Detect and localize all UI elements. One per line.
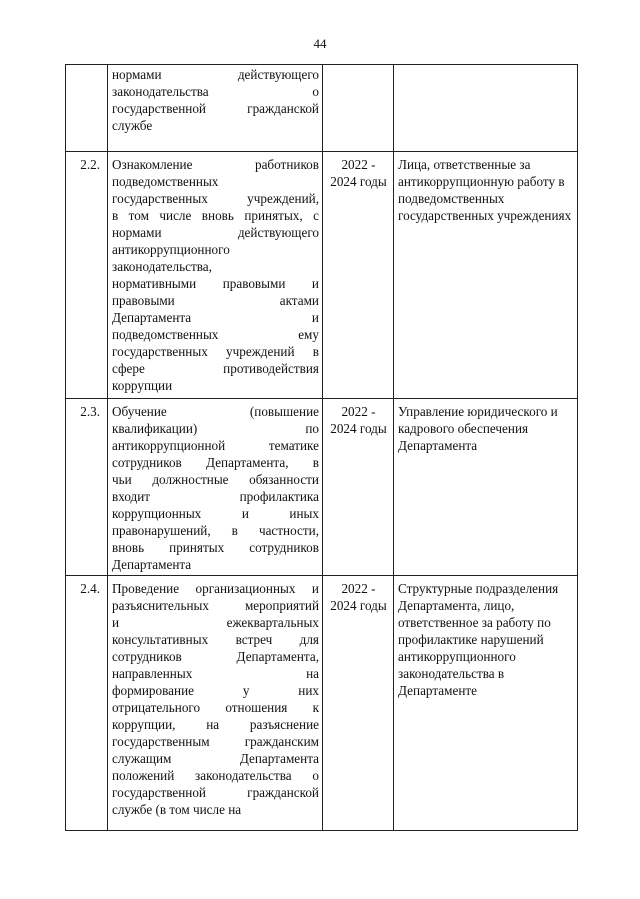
deadline (323, 576, 394, 831)
deadline-line: 2022 - (341, 581, 376, 596)
event-line: сфере противодействия (112, 361, 319, 376)
event-line: коррупции, на разъяснение (112, 717, 319, 732)
page-number: 44 (313, 36, 327, 51)
event-line: правонарушений, в частности, (112, 523, 319, 538)
event-line: положений законодательства о (112, 768, 319, 783)
event-description (108, 152, 323, 399)
responsible-party: Лица, ответственные за антикоррупционную работу в подведомственных государственных учреждениях (394, 152, 578, 399)
event-line: и ежеквартальных (112, 615, 319, 630)
event-line: консультативных встреч для (112, 632, 319, 647)
event-line: нормами действующего (112, 67, 319, 82)
deadline-line: 2022 - (341, 404, 376, 419)
event-line: подведомственных (112, 174, 219, 189)
deadline (323, 399, 394, 576)
event-line: государственных учреждений в (112, 344, 319, 359)
event-line: нормативными правовыми и (112, 276, 319, 291)
deadline-line: 2024 годы (330, 421, 387, 436)
event-line: нормами действующего (112, 225, 319, 240)
event-line: квалификации) по (112, 421, 319, 436)
event-line: сотрудников Департамента, в (112, 455, 319, 470)
event-line: службе (112, 118, 153, 133)
event-line: чьи должностные обязанности (112, 472, 319, 487)
item-number: 2.4. (66, 576, 108, 831)
event-line: направленных на (112, 666, 319, 681)
event-line: разъяснительных мероприятий (112, 598, 319, 613)
event-line: в том числе вновь принятых, с (112, 208, 319, 223)
event-description (108, 399, 323, 576)
event-line: отрицательного отношения к (112, 700, 319, 715)
event-line: государственным гражданским (112, 734, 319, 749)
event-line: правовыми актами (112, 293, 319, 308)
event-line: Департамента (112, 557, 192, 572)
deadline-line: 2024 годы (330, 174, 387, 189)
event-line: Обучение (повышение (112, 404, 319, 419)
deadline-line: 2024 годы (330, 598, 387, 613)
table-row (66, 152, 578, 399)
event-line: коррупции (112, 378, 173, 393)
event-line: вновь принятых сотрудников (112, 540, 319, 555)
item-number: 2.3. (66, 399, 108, 576)
event-line: Проведение организационных и (112, 581, 319, 596)
deadline (323, 152, 394, 399)
event-line: антикоррупционной тематике (112, 438, 319, 453)
event-line: служащим Департамента (112, 751, 319, 766)
event-description (108, 576, 323, 831)
event-line: Департамента и (112, 310, 319, 325)
event-line: антикоррупционного (112, 242, 230, 257)
event-line: государственной гражданской (112, 101, 319, 116)
event-line: законодательства о (112, 84, 319, 99)
table-row (66, 65, 578, 152)
item-number: 2.2. (66, 152, 108, 399)
event-line: подведомственных ему (112, 327, 319, 342)
event-line: службе (в том числе на (112, 802, 242, 817)
measures-table (65, 64, 578, 831)
event-line: формирование у них (112, 683, 319, 698)
event-line: государственных учреждений, (112, 191, 319, 206)
event-line: законодательства, (112, 259, 212, 274)
table-row (66, 576, 578, 831)
event-line: входит профилактика (112, 489, 319, 504)
event-description (108, 65, 323, 152)
responsible-party: Управление юридического и кадрового обеспечения Департамента (394, 399, 578, 576)
event-line: сотрудников Департамента, (112, 649, 319, 664)
responsible-party (394, 65, 578, 152)
event-line: коррупционных и иных (112, 506, 319, 521)
table-row (66, 399, 578, 576)
item-number (66, 65, 108, 152)
responsible-party: Структурные подразделения Департамента, лицо, ответственное за работу по профилактике нарушений антикоррупционного законодательства в Департаменте (394, 576, 578, 831)
event-line: государственной гражданской (112, 785, 319, 800)
event-line: Ознакомление работников (112, 157, 319, 172)
deadline-line: 2022 - (341, 157, 376, 172)
deadline (323, 65, 394, 152)
